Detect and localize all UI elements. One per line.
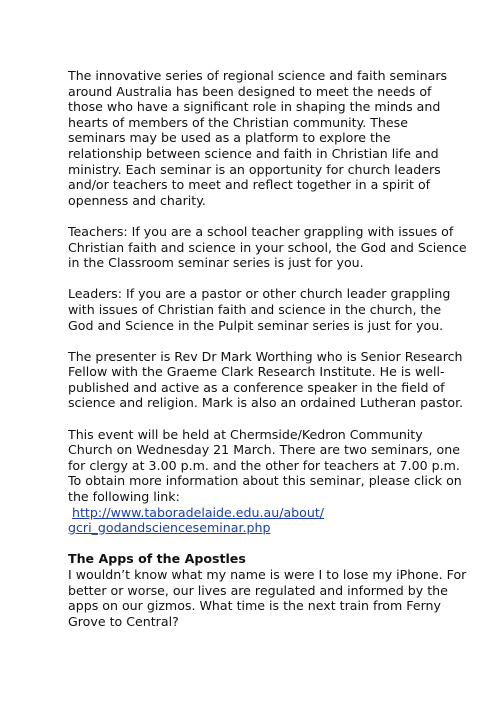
- seminar-link-block: [68, 505, 468, 536]
- document-page: [68, 68, 468, 629]
- leaders-paragraph: Leaders: If you are a pastor or other church leader grappling with issues of Christian faith and science in the church, the God and Science in the Pulpit seminar series is just for you.: [68, 286, 451, 333]
- teachers-paragraph: Teachers: If you are a school teacher grappling with issues of Christian faith and science in your school, the God and Science in the Classroom seminar series is just for you.: [68, 223, 467, 271]
- info-paragraph: To obtain more information about this seminar, please click on the following link:: [68, 473, 462, 505]
- presenter-paragraph: The presenter is Rev Dr Mark Worthing who is Senior Research Fellow with the Graeme Clark Research Institute. He is well-published and active as a conference speaker in the field of science and religion. Mark is also an ordained Lutheran pastor.: [68, 348, 464, 411]
- apps-heading: The Apps of the Apostles: [68, 551, 246, 567]
- intro-paragraph: The innovative series of regional science and faith seminars around Australia has been designed to meet the needs of those who have a significant role in shaping the minds and hearts of members of the Christian community. These seminars may be used as a platform to explore the relationship between science and faith in Christian life and ministry. Each seminar is an opportunity for church leaders and/or teachers to meet and reflect together in a spirit of openness and charity.: [68, 68, 448, 208]
- seminar-link-line-1[interactable]: http://www.taboradelaide.edu.au/about/: [72, 504, 325, 520]
- event-paragraph: This event will be held at Chermside/Kedron Community Church on Wednesday 21 March. There are two seminars, one for clergy at 3.00 p.m. and the other for teachers at 7.00 p.m.: [68, 426, 460, 473]
- seminar-link-line-2[interactable]: gcri_godandscienceseminar.php: [68, 520, 271, 536]
- apps-paragraph: I wouldn’t know what my name is were I to lose my iPhone. For better or worse, our lives are regulated and informed by the apps on our gizmos. What time is the next train from Ferny Grove to Central?: [68, 567, 467, 629]
